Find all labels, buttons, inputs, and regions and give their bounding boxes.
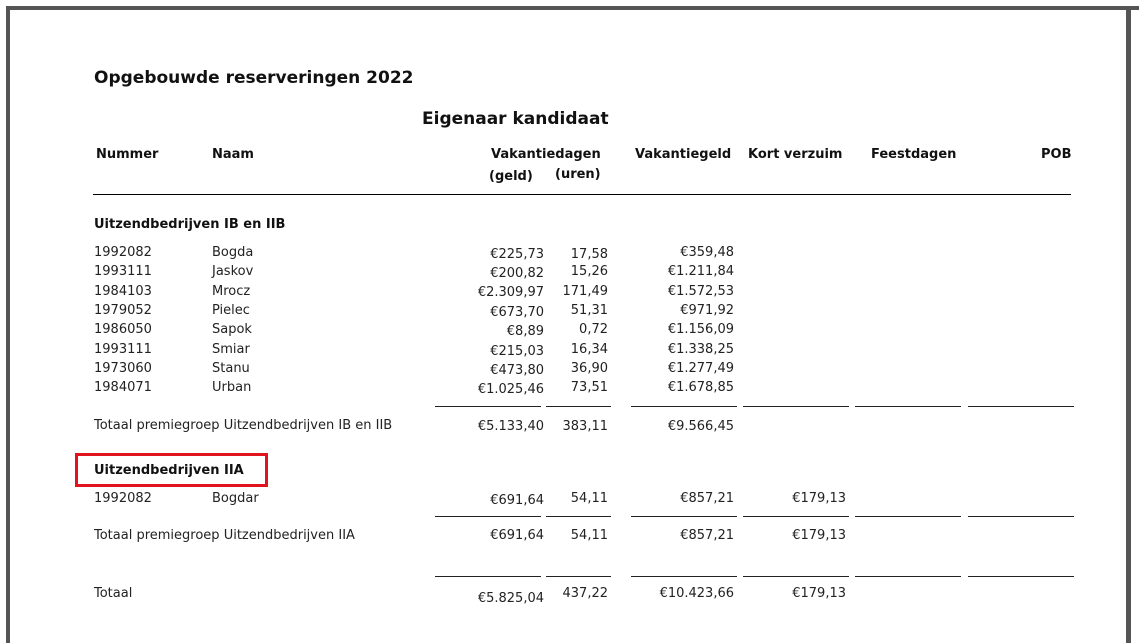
group-total-geld: €691,64 (490, 528, 544, 543)
subtotal-line (968, 406, 1074, 407)
row-uren: 15,26 (570, 264, 608, 279)
row-vakantiegeld: €857,21 (680, 491, 734, 506)
row-uren: 51,31 (570, 303, 608, 318)
row-geld: €673,70 (490, 305, 544, 320)
row-uren: 0,72 (579, 322, 608, 337)
total-line (435, 576, 541, 577)
row-nummer: 1986050 (94, 322, 152, 337)
header-nummer: Nummer (96, 147, 159, 162)
row-nummer: 1993111 (94, 264, 152, 279)
subtotal-line (855, 516, 961, 517)
group-total-uren: 383,11 (562, 419, 608, 434)
row-uren: 16,34 (570, 342, 608, 357)
total-line (631, 576, 737, 577)
row-geld: €691,64 (490, 493, 544, 508)
grand-total-label: Totaal (94, 586, 133, 601)
total-line (855, 576, 961, 577)
subtotal-line (631, 516, 737, 517)
grand-total-geld: €5.825,04 (477, 591, 544, 606)
grand-total-uren: 437,22 (562, 586, 608, 601)
row-kort-verzuim: €179,13 (792, 491, 846, 506)
row-naam: Smiar (212, 342, 250, 357)
row-geld: €200,82 (490, 266, 544, 281)
subtotal-line (546, 406, 611, 407)
subtotal-line (631, 406, 737, 407)
total-line (743, 576, 849, 577)
header-pob: POB (1041, 147, 1072, 162)
row-naam: Sapok (212, 322, 252, 337)
row-geld: €473,80 (490, 363, 544, 378)
row-naam: Pielec (212, 303, 250, 318)
row-nummer: 1979052 (94, 303, 152, 318)
subtotal-line (968, 516, 1074, 517)
header-feestdagen: Feestdagen (871, 147, 957, 162)
group-total-label: Totaal premiegroep Uitzendbedrijven IIA (94, 528, 355, 543)
total-line (968, 576, 1074, 577)
window-frame-right (1126, 6, 1131, 643)
row-naam: Stanu (212, 361, 250, 376)
window-frame-top (6, 6, 1139, 10)
row-vakantiegeld: €1.156,09 (667, 322, 734, 337)
window-frame-left (6, 6, 10, 643)
header-vakantiedagen: Vakantiedagen (491, 147, 601, 162)
document-subtitle: Eigenaar kandidaat (422, 109, 609, 129)
row-geld: €8,89 (506, 324, 544, 339)
grand-total-vakantiegeld: €10.423,66 (659, 586, 734, 601)
row-nummer: 1984071 (94, 380, 152, 395)
row-naam: Urban (212, 380, 252, 395)
row-uren: 17,58 (570, 247, 608, 262)
group-total-label: Totaal premiegroep Uitzendbedrijven IB en IIB (94, 418, 393, 433)
subtotal-line (546, 516, 611, 517)
row-naam: Mrocz (212, 284, 251, 299)
subtotal-line (743, 516, 849, 517)
header-naam: Naam (212, 147, 254, 162)
subtotal-line (435, 516, 541, 517)
row-nummer: 1984103 (94, 284, 152, 299)
subtotal-line (855, 406, 961, 407)
row-vakantiegeld: €359,48 (680, 245, 734, 260)
group-total-geld: €5.133,40 (477, 419, 544, 434)
row-geld: €2.309,97 (477, 285, 544, 300)
group-title: Uitzendbedrijven IB en IIB (94, 217, 286, 232)
row-naam: Jaskov (212, 264, 254, 279)
group-total-uren: 54,11 (570, 528, 608, 543)
row-geld: €1.025,46 (477, 382, 544, 397)
row-vakantiegeld: €1.211,84 (667, 264, 734, 279)
header-vakantiegeld: Vakantiegeld (635, 147, 732, 162)
group-total-vakantiegeld: €857,21 (680, 528, 734, 543)
row-geld: €225,73 (490, 247, 544, 262)
row-vakantiegeld: €1.678,85 (667, 380, 734, 395)
group-total-kort-verzuim: €179,13 (792, 528, 846, 543)
row-nummer: 1992082 (94, 491, 152, 506)
group-title: Uitzendbedrijven IIA (94, 463, 244, 478)
row-uren: 36,90 (570, 361, 608, 376)
row-vakantiegeld: €1.277,49 (667, 361, 734, 376)
row-vakantiegeld: €971,92 (680, 303, 734, 318)
row-nummer: 1973060 (94, 361, 152, 376)
header-geld: (geld) (489, 169, 533, 184)
group-total-vakantiegeld: €9.566,45 (667, 419, 734, 434)
document-title: Opgebouwde reserveringen 2022 (94, 68, 414, 88)
row-naam: Bogda (212, 245, 254, 260)
grand-total-kort-verzuim: €179,13 (792, 586, 846, 601)
total-line (546, 576, 611, 577)
row-geld: €215,03 (490, 344, 544, 359)
row-naam: Bogdar (212, 491, 259, 506)
header-divider (93, 194, 1071, 195)
row-uren: 73,51 (570, 380, 608, 395)
subtotal-line (743, 406, 849, 407)
header-uren: (uren) (555, 167, 601, 182)
row-nummer: 1992082 (94, 245, 152, 260)
header-kort-verzuim: Kort verzuim (748, 147, 843, 162)
row-uren: 171,49 (562, 284, 608, 299)
row-vakantiegeld: €1.338,25 (667, 342, 734, 357)
row-uren: 54,11 (570, 491, 608, 506)
subtotal-line (435, 406, 541, 407)
row-nummer: 1993111 (94, 342, 152, 357)
row-vakantiegeld: €1.572,53 (667, 284, 734, 299)
